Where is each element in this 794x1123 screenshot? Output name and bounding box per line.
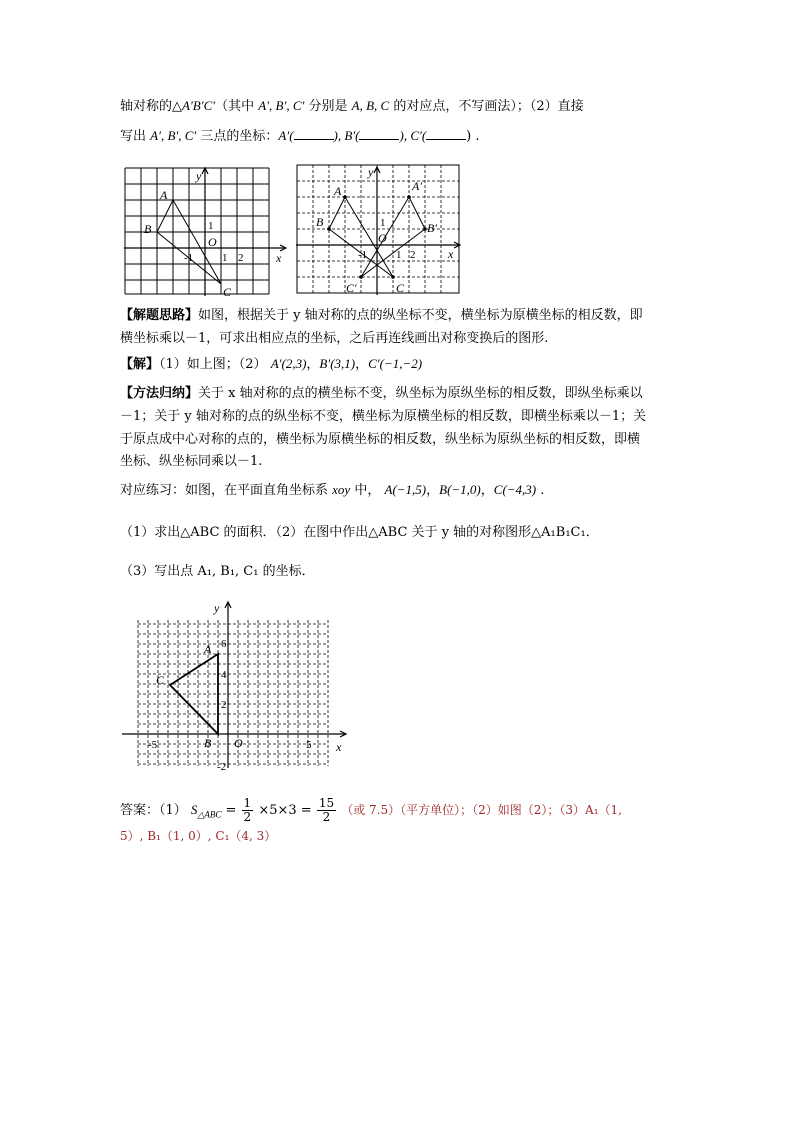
area-symbol: S (190, 802, 198, 817)
text: （3）写出点 A₁, B₁, C₁ 的坐标． (120, 564, 315, 579)
text: 分别是 (308, 99, 348, 114)
label-a-prime: A′ (412, 179, 422, 193)
tick-xm1: -1 (358, 249, 368, 261)
text: 对应练习：如图，在平面直角坐标系 (120, 483, 329, 498)
solution-tag: 【解】 (120, 357, 160, 372)
dashed-grid (138, 620, 328, 766)
label-b-prime: B′ (427, 221, 437, 235)
answer-text: 5）, B₁（1, 0）, C₁（4, 3） (120, 829, 277, 843)
figure-1-grid (124, 166, 290, 298)
fraction-half (242, 797, 254, 824)
answer-b: B′(3,1) (319, 356, 356, 371)
tick-x1: 1 (396, 249, 402, 261)
tick-y1: 1 (208, 220, 214, 232)
label-c: C (396, 281, 405, 295)
fraction-result (317, 797, 336, 824)
fraction-numerator: 15 (318, 796, 335, 810)
tick-xm5: -5 (148, 739, 158, 751)
text: 坐标、纵坐标同乘以－1. (120, 454, 263, 469)
label-b: B (144, 222, 152, 236)
tick-y6: 6 (221, 638, 227, 650)
tick-x5: 5 (306, 739, 312, 751)
label-c: C (156, 673, 165, 687)
answer-text: （或 7.5）（平方单位）；（2）如图（2）；（3） (341, 803, 586, 817)
triangle-label: A′B′C′ (182, 98, 216, 113)
method-tag: 【方法归纳】 (120, 386, 199, 401)
tick-x2: 2 (410, 249, 416, 261)
text: 关于 x 轴对称的点的横坐标不变，纵坐标为原纵坐标的相反数，即纵坐标乘以 (198, 386, 643, 401)
figure-2-grid (296, 164, 466, 296)
point-a: A(−1,5) (384, 482, 427, 497)
answer-blank-a[interactable] (294, 126, 334, 140)
label-a: A (204, 642, 212, 656)
text: 如图，根据关于 y 轴对称的点的纵坐标不变，横坐标为原横坐标的相反数，即 (198, 308, 643, 323)
figure-3-grid (122, 598, 350, 774)
tick-y4: 4 (221, 669, 227, 681)
axis-y-label: y (214, 601, 220, 615)
answer-c: C′(−1,−2) (368, 356, 423, 371)
tick-y1: 1 (380, 217, 386, 229)
area-subscript: △ABC (197, 809, 222, 820)
fraction-numerator: 1 (243, 796, 252, 810)
method-line-4 (120, 452, 262, 472)
tick-xm1: -1 (184, 252, 194, 264)
point-b: B(−1,0) (439, 482, 481, 497)
text: （1）求出△ABC 的面积．（2）在图中作出△ABC 关于 y 轴的对称图形△A₁B₁C₁． (120, 525, 599, 540)
axis-y-label: y (196, 169, 202, 183)
text: 于原点成中心对称的点的，横坐标为原横坐标的相反数，纵坐标为原纵坐标的相反数，即横 (120, 432, 641, 447)
text: －1；关于 y 轴对称的点的纵坐标不变，横坐标为原横坐标的相反数，即横坐标乘以－1；关 (120, 409, 647, 424)
practice-q1 (120, 523, 599, 543)
tick-ym2: -2 (217, 761, 227, 773)
system-label: xoy (332, 482, 351, 497)
answer-a: A′(2,3) (270, 356, 307, 371)
text: （1）如上图；（2） (159, 357, 267, 372)
practice-intro: 对应练习：如图，在平面直角坐标系 xoy 中， A(−1,5)，B(−1,0)，C(−4,3) . (120, 482, 545, 498)
text: 横坐标乘以－1，可求出相应点的坐标，之后再连线画出对称变换后的图形. (120, 331, 549, 346)
answer-line-2 (120, 826, 276, 847)
text: 三点的坐标： (200, 129, 279, 144)
axis-x-label: x (276, 251, 282, 265)
label-b: B (316, 215, 324, 229)
fraction-denominator: 2 (322, 810, 331, 824)
text: ×5×3 = (258, 803, 312, 818)
method-line-3 (120, 430, 640, 450)
answer-c-prefix: ), C′( (399, 128, 427, 143)
label-c: C (223, 285, 232, 298)
axis-x-label: x (336, 740, 342, 754)
answer-a-prefix: A′( (278, 128, 294, 143)
text: （其中 (215, 99, 255, 114)
text: ) . (466, 129, 480, 144)
answer-b-prefix: ), B′( (333, 128, 360, 143)
question-line-2 (120, 126, 480, 147)
answer-blank-b[interactable] (359, 126, 399, 140)
points-label: A′, B′, C′ (150, 128, 197, 143)
text: 中， (354, 483, 381, 498)
fraction-denominator: 2 (243, 810, 252, 824)
points-label: A, B, C (351, 98, 390, 113)
method-line-2 (120, 407, 646, 427)
thinking-tag: 【解题思路】 (120, 308, 199, 323)
tick-x1: 1 (222, 252, 228, 264)
label-c-prime: C′ (346, 281, 357, 295)
method-line-1 (120, 384, 643, 404)
point-c: C(−4,3) (493, 482, 537, 497)
label-b: B (204, 736, 212, 750)
answer-a1: A₁（1, (585, 803, 622, 817)
label-o: O (208, 235, 217, 249)
tick-y2: 2 (221, 699, 227, 711)
label-a: A (160, 188, 168, 202)
label-o: O (378, 231, 387, 245)
text: 轴对称的△ (120, 99, 182, 114)
label-a: A (334, 184, 342, 198)
tick-x2: 2 (238, 252, 244, 264)
points-label: A′, B′, C′ (258, 98, 305, 113)
axis-y-label: y (368, 165, 374, 179)
text: 的对应点，不写画法）；（2）直接 (393, 99, 584, 114)
practice-q3 (120, 562, 315, 582)
solution-line: 【解】（1）如上图；（2） A′(2,3)，B′(3,1)，C′(−1,−2) (120, 356, 423, 372)
question-line-1 (120, 96, 584, 117)
thinking-line-1 (120, 306, 643, 326)
answer-blank-c[interactable] (426, 126, 466, 140)
text: 写出 (120, 129, 147, 144)
label-o: O (234, 736, 243, 750)
text: = (225, 803, 237, 818)
thinking-line-2 (120, 329, 548, 349)
axis-x-label: x (448, 247, 454, 261)
text: 答案：（1） (120, 803, 187, 818)
